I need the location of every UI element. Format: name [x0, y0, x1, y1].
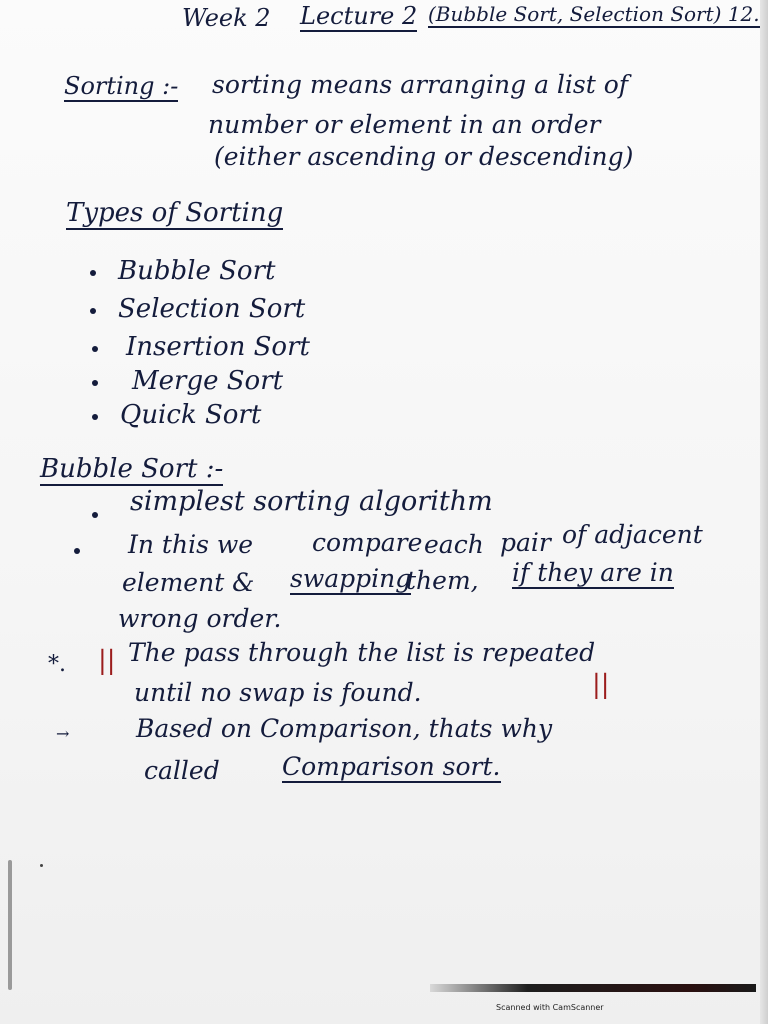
bubble-point-2-compare: compare: [312, 528, 423, 557]
bullet-point: [92, 346, 98, 352]
page-right-edge: [760, 0, 768, 1024]
bullet-point: [92, 414, 98, 420]
bubble-point-2-pair: pair: [500, 528, 551, 557]
type-item-selection: Selection Sort: [118, 294, 306, 324]
arrow-icon: →: [56, 724, 70, 743]
highlight-open-marker: ||: [98, 646, 116, 676]
definition-line-1: sorting means arranging a list of: [212, 70, 629, 99]
page-left-edge-shadow: [8, 860, 12, 990]
bubble-point-2-wrong-order: wrong order.: [118, 604, 282, 633]
type-item-quick: Quick Sort: [120, 400, 262, 430]
bubble-point-2-them: them,: [406, 566, 479, 595]
lecture-topics: (Bubble Sort, Selection Sort) 12.: [428, 2, 760, 26]
star-marker: *.: [48, 652, 66, 677]
bubble-point-3-line-2: until no swap is found.: [134, 678, 422, 707]
bullet-point: [74, 548, 80, 554]
bubble-point-4-comparison-sort: Comparison sort.: [282, 752, 501, 781]
bubble-point-3-line-1: The pass through the list is repeated: [128, 638, 596, 667]
types-heading: Types of Sorting: [66, 198, 284, 228]
bubble-point-2-adjacent: of adjacent: [562, 520, 703, 549]
scanner-watermark: Scanned with CamScanner: [496, 1003, 604, 1012]
definition-line-3: (either ascending or descending): [214, 142, 634, 171]
bubble-point-2-swapping: swapping: [290, 564, 412, 593]
bubble-point-4-called: called: [144, 756, 220, 785]
page-bottom-edge-shadow: [430, 984, 756, 992]
scan-speck: [40, 864, 43, 867]
bullet-point: [90, 270, 96, 276]
type-item-merge: Merge Sort: [132, 366, 284, 396]
highlight-close-marker: ||: [592, 670, 610, 700]
type-item-insertion: Insertion Sort: [126, 332, 310, 362]
bubble-point-4-line-1: Based on Comparison, thats why: [136, 714, 553, 743]
week-label: Week 2: [182, 4, 271, 32]
lecture-label: Lecture 2: [300, 2, 418, 30]
bullet-point: [92, 380, 98, 386]
type-item-bubble: Bubble Sort: [118, 256, 276, 286]
definition-line-2: number or element in an order: [208, 110, 601, 139]
bubble-point-2-a: In this we: [128, 530, 254, 559]
bubble-point-1: simplest sorting algorithm: [130, 486, 493, 517]
sorting-term: Sorting :-: [64, 72, 179, 100]
bubble-point-2-each: each: [424, 530, 484, 559]
bubble-point-2-element: element &: [122, 568, 255, 597]
bubble-point-2-if-they: if they are in: [512, 558, 674, 587]
bullet-point: [90, 308, 96, 314]
bullet-point: [92, 512, 98, 518]
bubble-heading: Bubble Sort :-: [40, 454, 224, 484]
